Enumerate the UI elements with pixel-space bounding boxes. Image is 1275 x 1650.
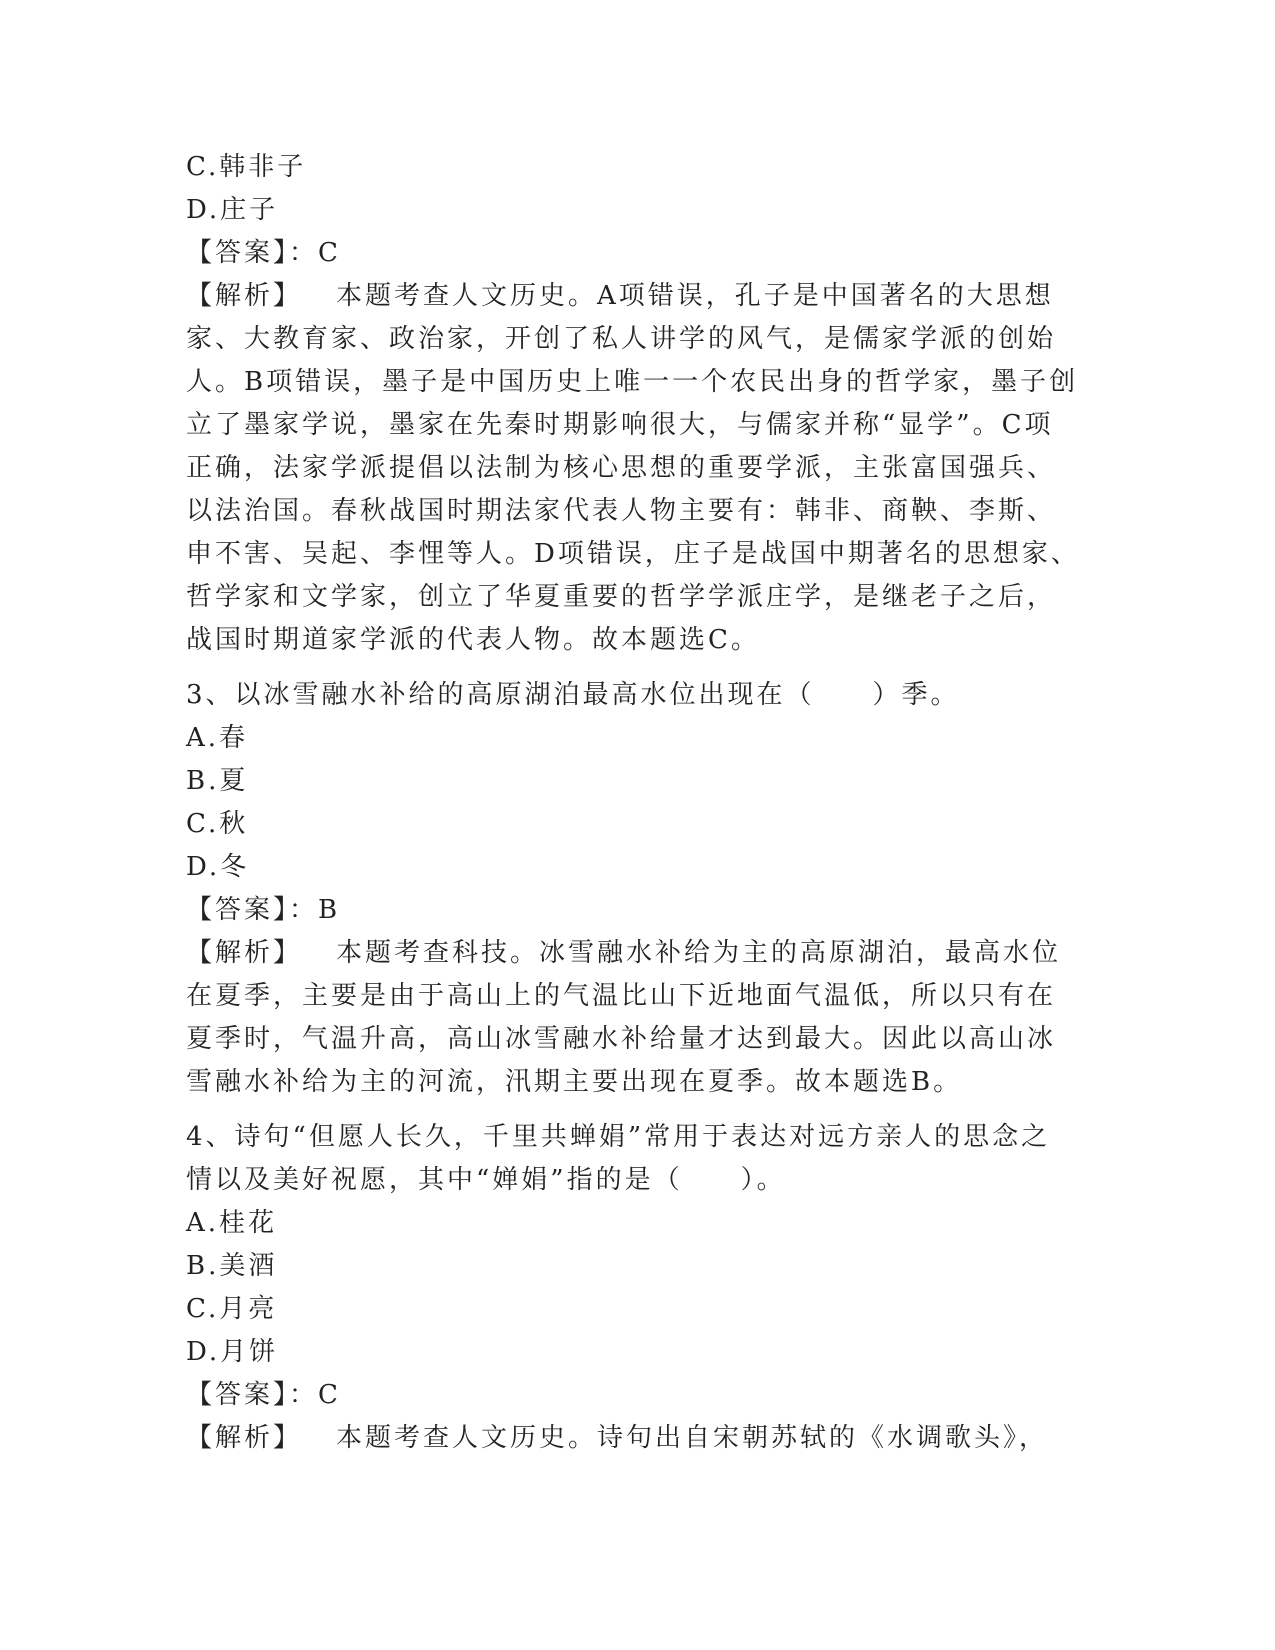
option-a: A.桂花: [186, 1208, 278, 1238]
explanation-line: 人。B项错误，墨子是中国历史上唯一一个农民出身的哲学家，墨子创: [186, 367, 1079, 397]
option-d: D.冬: [186, 852, 250, 882]
explanation-line: 家、大教育家、政治家，开创了私人讲学的风气，是儒家学派的创始: [186, 324, 1057, 354]
question-3: [186, 674, 1086, 1104]
option-c: C.月亮: [186, 1294, 278, 1324]
explanation-first-line: [186, 275, 1086, 318]
answer: 【答案】：C: [186, 1380, 341, 1410]
explanation-line: 本题考查人文历史。A项错误，孔子是中国著名的大思想: [336, 281, 1054, 311]
explanation-line: 本题考查科技。冰雪融水补给为主的高原湖泊，最高水位: [336, 938, 1062, 968]
question-4: [186, 1116, 1086, 1460]
answer: 【答案】：C: [186, 238, 341, 268]
question-stem: 情以及美好祝愿，其中“婵娟”指的是（ ）。: [186, 1165, 786, 1195]
explanation-label: 【解析】: [186, 938, 303, 968]
option-b: B.夏: [186, 766, 249, 796]
explanation-line: 夏季时，气温升高，高山冰雪融水补给量才达到最大。因此以高山冰: [186, 1024, 1057, 1054]
explanation-line: 立了墨家学说，墨家在先秦时期影响很大，与儒家并称“显学”。C项: [186, 410, 1054, 440]
question-2-tail: [186, 146, 1086, 662]
question-stem: 3、以冰雪融水补给的高原湖泊最高水位出现在（ ）季。: [186, 680, 960, 710]
explanation-label: 【解析】: [186, 1423, 303, 1453]
explanation-line: 正确，法家学派提倡以法制为核心思想的重要学派，主张富国强兵、: [186, 453, 1057, 483]
explanation-line: 在夏季，主要是由于高山上的气温比山下近地面气温低，所以只有在: [186, 981, 1057, 1011]
option-a: A.春: [186, 723, 249, 753]
explanation-line: 哲学家和文学家，创立了华夏重要的哲学学派庄学，是继老子之后，: [186, 582, 1057, 612]
explanation-label: 【解析】: [186, 281, 303, 311]
answer: 【答案】：B: [186, 895, 341, 925]
explanation-first-line: [186, 932, 1086, 975]
option-d: D.庄子: [186, 195, 279, 225]
option-c: C.秋: [186, 809, 249, 839]
explanation-line: 以法治国。春秋战国时期法家代表人物主要有：韩非、商鞅、李斯、: [186, 496, 1057, 526]
explanation-line: 雪融水补给为主的河流，汛期主要出现在夏季。故本题选B。: [186, 1067, 963, 1097]
question-stem: 4、诗句“但愿人长久，千里共蝉娟”常用于表达对远方亲人的思念之: [186, 1122, 1051, 1152]
option-d: D.月饼: [186, 1337, 279, 1367]
explanation-line: 战国时期道家学派的代表人物。故本题选C。: [186, 625, 760, 655]
document-page: [186, 146, 1086, 1460]
option-c: C.韩非子: [186, 152, 307, 182]
explanation-line: 本题考查人文历史。诗句出自宋朝苏轼的《水调歌头》，: [336, 1423, 1049, 1453]
explanation-first-line: [186, 1417, 1086, 1460]
explanation-line: 申不害、吴起、李悝等人。D项错误，庄子是战国中期著名的思想家、: [186, 539, 1080, 569]
option-b: B.美酒: [186, 1251, 278, 1281]
